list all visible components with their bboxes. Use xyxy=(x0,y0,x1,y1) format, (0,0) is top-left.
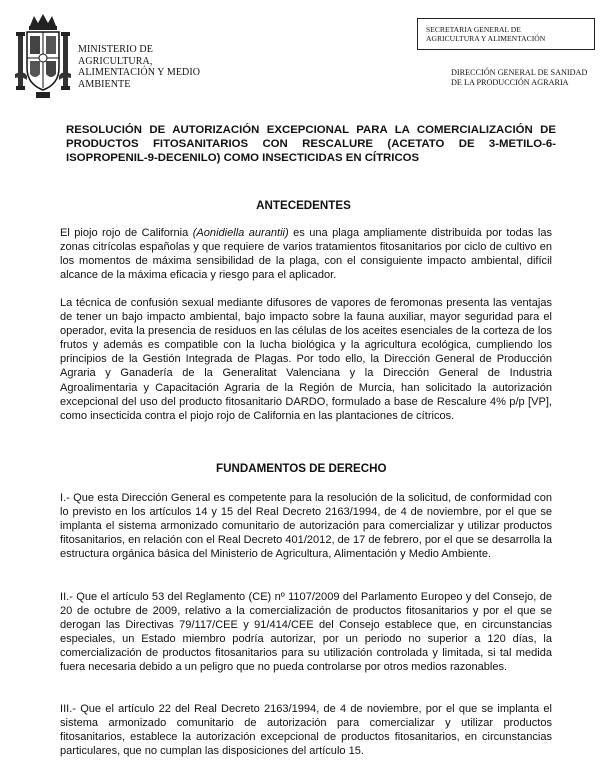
secretaria-line: SECRETARIA GENERAL DE xyxy=(426,25,521,34)
ministry-line: ALIMENTACIÓN Y MEDIO xyxy=(78,67,201,78)
fundamentos-paragraph-3: III.- Que el artículo 22 del Real Decreto 2163/1994, de 4 de noviembre, por el que se implanta el sistema armonizado comunitario de autorización para comercializar y utilizar productos fitosanitarios, establece la autorización excepcional de productos fitosanitarios, en circunstancias particulares, que no cumplan las disposiciones del artículo 15. xyxy=(60,703,552,758)
paragraph-text: es una plaga ampliamente distribuida por todas las zonas citrícolas españolas y que requiere de varios tratamientos fitosanitarios por ciclo de cultivo en los momentos de máxima sensibilidad de la plaga, con el consiguiente impacto ambiental, difícil alcance de la máxima eficacia y riesgo para el aplicador. xyxy=(60,227,553,282)
fundamentos-paragraph-2: II.- Que el artículo 53 del Reglamento (CE) nº 1107/2009 del Parlamento Europeo y del Consejo, de 20 de octubre de 2009, relativo a la comercialización de productos fitosanitarios y por el que se derogan las Directivas 79/117/CEE y 91/414/CEE del Consejo establece que, en circunstancias especiales, un Estado miembro podría autorizar, por un periodo no superior a 120 días, la comercialización de productos fitosanitarios para su utilización controlada y limitada, si tal medida fuera necesaria debido a un peligro que no pueda controlarse por otros medios razonables. xyxy=(60,591,552,674)
antecedentes-paragraph-1 xyxy=(60,226,552,282)
coat-of-arms-icon xyxy=(14,12,72,100)
ministry-line: MINISTERIO DE xyxy=(78,44,153,55)
direccion-line: DE LA PRODUCCIÓN AGRARIA xyxy=(451,78,569,87)
fundamentos-paragraph-1: I.- Que esta Dirección General es competente para la resolución de la solicitud, de conformidad con lo previsto en los artículos 14 y 15 del Real Decreto 2163/1994, de 4 de noviembre, por el que se implanta el sistema armonizado comunitario de autorización para comercializar y utilizar productos fitosanitarios, en relación con el Real Decreto 401/2012, de 17 de febrero, por el que se desarrolla la estructura orgánica básica del Ministerio de Agricultura, Alimentación y Medio Ambiente. xyxy=(60,492,552,561)
ministry-line: AGRICULTURA, xyxy=(78,55,153,67)
antecedentes-paragraph-2: La técnica de confusión sexual mediante difusores de vapores de feromonas presenta las ventajas de tener un bajo impacto ambiental, bajo impacto sobre la fauna auxiliar, mayor seguridad para el operador, evita la presencia de residuos en las células de los aceites esenciales de la corteza de los frutos y además es compatible con la lucha biológica y la agricultura ecológica, cumpliendo los principios de la Gestión Integrada de Plagas. Por todo ello, la Dirección General de Producción Agraria y Ganadería de la Generalitat Valenciana y la Dirección General de Industria Agroalimentaria y Capacitación Agraria de la Región de Murcia, han solicitado la autorización excepcional del uso del producto fitosanitario DARDO, formulado a base de Rescalure 4% p/p [VP], como insecticida contra el piojo rojo de California en las plantaciones de cítricos. xyxy=(60,297,552,422)
paragraph-text: El piojo rojo de California xyxy=(60,227,193,239)
species-name: (Aonidiella aurantii) xyxy=(192,227,289,239)
document-title: RESOLUCIÓN DE AUTORIZACIÓN EXCEPCIONAL PARA LA COMERCIALIZACIÓN DE PRODUCTOS FITOSANITARIOS CON RESCALURE (ACETATO DE 3-METILO-6-ISOPROPENIL-9-DECENILO) COMO INSECTICIDAS EN CÍTRICOS xyxy=(66,124,556,164)
antecedentes-heading: ANTECEDENTES xyxy=(256,199,351,212)
direccion-general xyxy=(451,68,587,88)
fundamentos-heading: FUNDAMENTOS DE DERECHO xyxy=(216,462,387,475)
secretaria-box xyxy=(417,18,595,50)
direccion-line: DIRECCIÓN GENERAL DE SANIDAD xyxy=(451,68,588,77)
secretaria-line: AGRICULTURA Y ALIMENTACIÓN xyxy=(426,34,546,43)
ministry-line: AMBIENTE xyxy=(78,78,131,90)
ministry-name xyxy=(78,44,200,90)
